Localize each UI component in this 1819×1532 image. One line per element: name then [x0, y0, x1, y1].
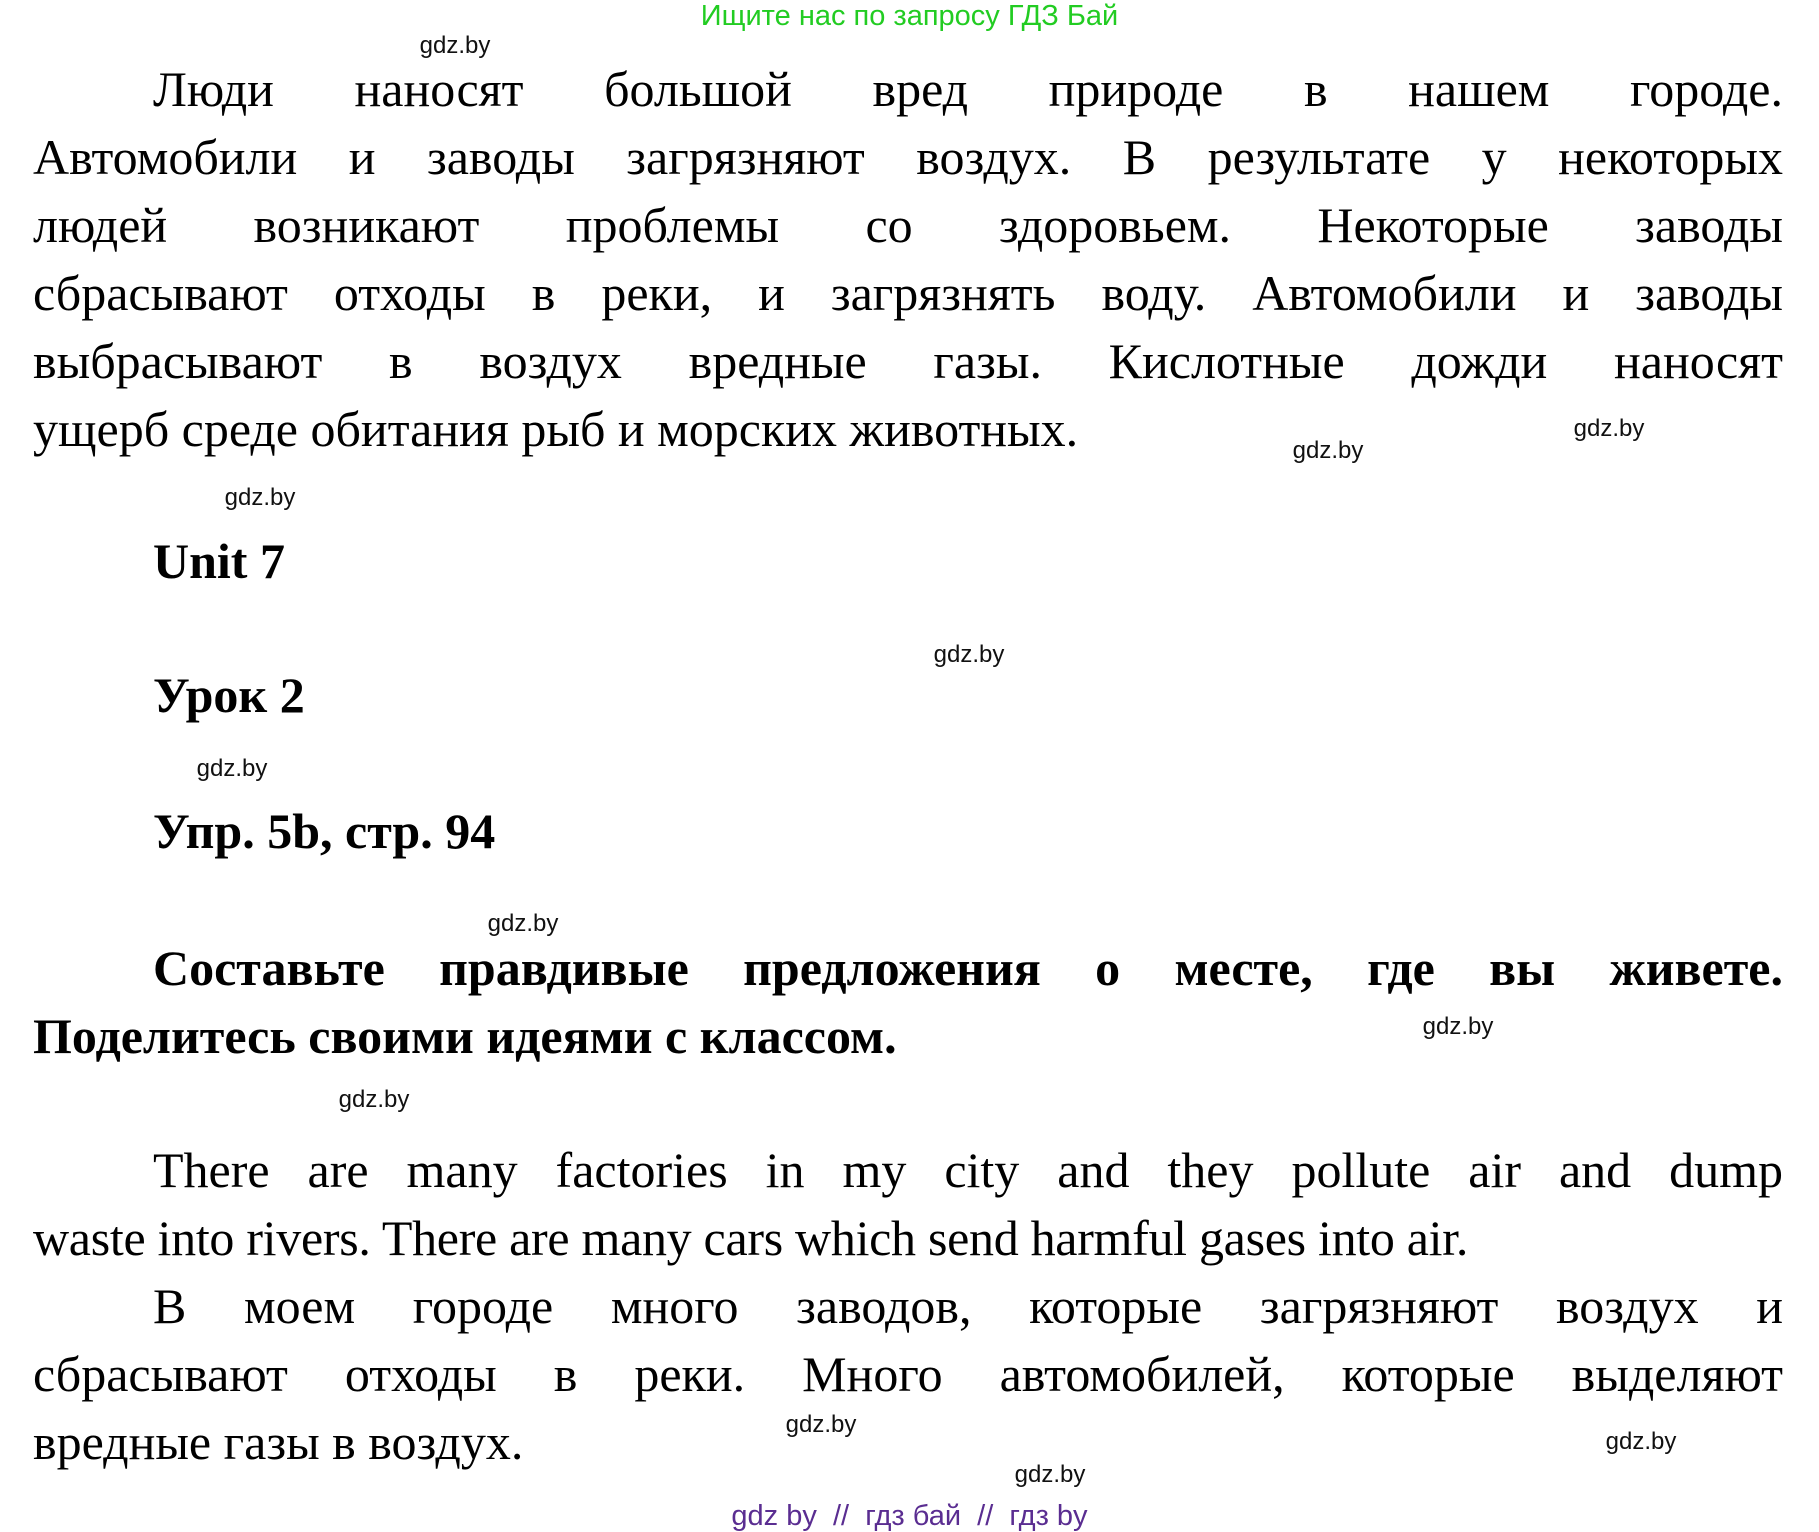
watermark: gdz.by — [196, 755, 268, 782]
task-line: Поделитесь своими идеями с классом. — [33, 1008, 897, 1064]
watermark: gdz.by — [1422, 1013, 1494, 1040]
watermark: gdz.by — [224, 484, 296, 511]
task-line: Составьте правдивые предложения о месте, где вы живете. — [153, 940, 1783, 996]
watermark: gdz.by — [338, 1086, 410, 1113]
footer-links[interactable]: gdz by // гдз бай // гдз by — [731, 1500, 1088, 1532]
paragraph1-line: выбрасывают в воздух вредные газы. Кислотные дожди наносят — [33, 333, 1783, 389]
unit-heading: Unit 7 — [153, 533, 285, 589]
watermark: gdz.by — [1292, 437, 1364, 464]
paragraph1-line: Люди наносят большой вред природе в нашем городе. — [153, 61, 1783, 117]
watermark: gdz.by — [1605, 1428, 1677, 1455]
answer-ru-line: вредные газы в воздух. — [33, 1414, 524, 1470]
answer-en-line: waste into rivers. There are many cars which send harmful gases into air. — [33, 1210, 1469, 1266]
paragraph1-line: ущерб среде обитания рыб и морских животных. — [33, 401, 1079, 457]
paragraph1-line: Автомобили и заводы загрязняют воздух. В результате у некоторых — [33, 129, 1783, 185]
watermark: gdz.by — [933, 641, 1005, 668]
watermark: gdz.by — [1573, 415, 1645, 442]
search-banner[interactable]: Ищите нас по запросу ГДЗ Бай — [700, 0, 1119, 32]
watermark: gdz.by — [1014, 1461, 1086, 1488]
watermark: gdz.by — [419, 32, 491, 59]
watermark: gdz.by — [487, 910, 559, 937]
paragraph1-line: людей возникают проблемы со здоровьем. Некоторые заводы — [33, 197, 1783, 253]
paragraph1-line: сбрасывают отходы в реки, и загрязнять воду. Автомобили и заводы — [33, 265, 1783, 321]
watermark: gdz.by — [785, 1411, 857, 1438]
answer-en-line: There are many factories in my city and they pollute air and dump — [153, 1142, 1783, 1198]
lesson-heading: Урок 2 — [153, 667, 305, 723]
answer-ru-line: сбрасывают отходы в реки. Много автомобилей, которые выделяют — [33, 1346, 1783, 1402]
exercise-heading: Упр. 5b, стр. 94 — [153, 803, 496, 859]
answer-ru-line: В моем городе много заводов, которые загрязняют воздух и — [153, 1278, 1783, 1334]
